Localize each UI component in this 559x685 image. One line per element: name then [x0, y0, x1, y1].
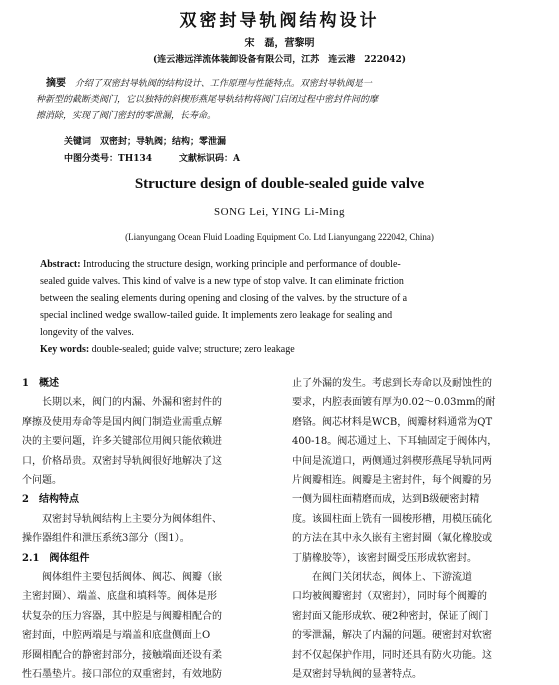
abstract-en-text: special inclined wedge swallow-tailed guide. It implements zero leakage for sealing and: [40, 310, 393, 321]
affiliation-en: (Lianyungang Ocean Fluid Loading Equipment Co. Ltd Lianyungang 222042, China): [125, 232, 434, 242]
abstract-en-text: longevity of the valves.: [40, 327, 134, 338]
body-text-line: 形圈相配合的静密封部分，接触端面还设有柔: [22, 649, 222, 661]
abstract-cn-line: [46, 76, 526, 92]
body-text-line: 性石墨垫片。接口部位的双重密封，有效地防: [22, 669, 222, 681]
body-text-line: 中间是流道口，两侧通过斜楔形燕尾导轨同两: [292, 455, 492, 467]
body-text-line: 阀体组件主要包括阀体、阀芯、阀瓣（嵌: [22, 572, 222, 584]
body-text-line: 是双密封导轨阀的显著特点。: [292, 669, 422, 681]
title-en: Structure design of double-sealed guide valve: [134, 176, 425, 192]
abstract-cn-label: 摘要: [46, 78, 66, 89]
body-text-line: 度。该圆柱面上铣有一圆梭形槽，用模压硫化: [292, 513, 492, 525]
keywords-cn: 关键词 双密封；导轨阀；结构；零泄漏: [64, 137, 227, 147]
body-text-line: 密封面又能形成软、硬2种密封，保证了阀门: [292, 610, 489, 622]
abstract-cn-text: 介绍了双密封导轨阀的结构设计、工作原理与性能特点。双密封导轨阀是一: [74, 79, 372, 89]
section-heading: 2.1 阀体组件: [22, 552, 90, 564]
abstract-en-text: between the sealing elements during opening and closing of the valves. by the structure of a: [40, 293, 408, 304]
body-text-line: 摩擦及使用寿命等是国内阀门制造业需重点解: [22, 416, 222, 428]
keywords-en: [40, 341, 526, 358]
body-text-line: 的零泄漏，解决了内漏的问题。硬密封对软密: [292, 630, 492, 642]
body-text-line: 的方法在其中永久嵌有主密封圈（氟化橡胶或: [292, 533, 492, 545]
body-text-line: 400-18。阀芯通过上、下耳轴固定于阀体内，: [292, 436, 498, 448]
authors-cn: 宋 磊，营黎明: [244, 38, 315, 49]
body-text-line: 片阀瓣相连。阀瓣是主密封件，每个阀瓣的另: [292, 475, 492, 487]
classification-cn: 中图分类号：TH134 文献标识码：A: [64, 154, 240, 164]
body-text-line: 止了外漏的发生。考虑到长寿命以及耐蚀性的: [292, 378, 492, 389]
body-text-line: 磨铬。阀芯材料是WCB，阀瓣材料通常为QT: [292, 416, 493, 428]
body-text-line: 主密封圈）、端盖、底盘和填料等。阀体是形: [22, 591, 217, 603]
abstract-cn-text: 种新型的截断类阀门，它以独特的斜楔形燕尾导轨结构将阀门启闭过程中密封件间的摩: [36, 95, 379, 105]
abstract-en: [40, 256, 526, 358]
keywords-en-label: Key words:: [40, 344, 90, 355]
body-text-line: 丁腈橡胶等），该密封圈受压形成软密封。: [292, 552, 477, 564]
section-heading: 1 概述: [22, 378, 59, 389]
body-text-line: 决的主要问题，许多关键部位用阀只能依赖进: [22, 436, 222, 448]
abstract-en-label: Abstract:: [40, 259, 81, 270]
body-text-line: 个问题。: [22, 475, 62, 487]
abstract-en-text: sealed guide valves. This kind of valve is a new type of stop valve. It can eliminate friction: [40, 276, 404, 287]
body-text-line: 口，价格昂贵。双密封导轨阀很好地解决了这: [22, 455, 222, 467]
body-text-line: 一侧为圆柱面精磨而成，达到B级硬密封精: [292, 494, 480, 506]
title-cn: 双密封导轨阀结构设计: [179, 11, 380, 31]
abstract-en-text: Introducing the structure design, working principle and performance of double-: [83, 259, 401, 270]
body-text-line: 口均被阀瓣密封（双密封），同时每个阀瓣的: [292, 591, 487, 603]
body-text-line: 操作器组件和泄压系统3部分（图1）。: [22, 533, 190, 545]
abstract-cn: [36, 76, 526, 124]
affiliation-cn: (连云港远洋流体装卸设备有限公司，江苏 连云港 222042): [152, 55, 407, 65]
body-text-line: 要求，内腔表面镀有厚为0.02～0.03mm的耐: [292, 397, 496, 409]
keywords-en-text: double-sealed; guide valve; structure; zero leakage: [91, 344, 295, 355]
body-column-right: [292, 374, 546, 685]
section-heading: 2 结构特点: [22, 494, 79, 506]
body-column-left: [22, 374, 280, 685]
body-text-line: 在阀门关闭状态，阀体上、下游流道: [292, 572, 472, 584]
body-text-line: 密封面，中腔两端是与端盖和底盘侧面上O: [22, 630, 211, 642]
body-text-line: 状复杂的压力容器，其中腔是与阀瓣相配合的: [22, 610, 222, 622]
abstract-cn-text: 擦消除，实现了阀门密封的零泄漏，长寿命。: [36, 111, 217, 121]
body-text-line: 长期以来，阀门的内漏、外漏和密封件的: [22, 397, 222, 409]
authors-en: SONG Lei, YING Li-Ming: [214, 206, 345, 218]
body-text-line: 封不仅起保护作用，同时还具有防火功能。这: [292, 649, 492, 661]
body-text-line: 双密封导轨阀结构上主要分为阀体组件、: [22, 513, 222, 525]
